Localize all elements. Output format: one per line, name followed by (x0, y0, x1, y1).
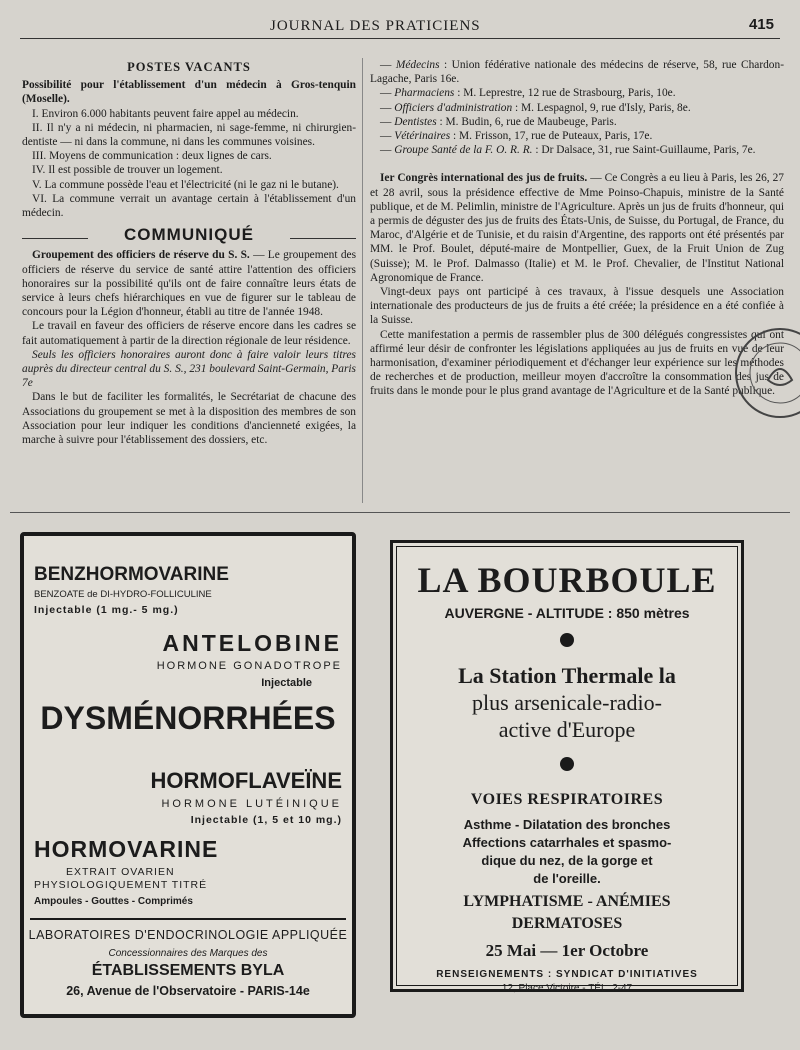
station-line-2: plus arsenicale-radio- (472, 690, 662, 715)
station-line-3: active d'Europe (498, 717, 636, 742)
dermatoses-line: DERMATOSES (511, 915, 623, 932)
hormoflaveine-sub: HORMONE LUTÉINIQUE (161, 798, 342, 810)
lymphatisme-line: LYMPHATISME - ANÉMIES (463, 893, 671, 910)
asthme-line-4: de l'oreille. (533, 871, 601, 886)
bourboule-subtitle: AUVERGNE - ALTITUDE : 850 mètres (444, 605, 690, 621)
hormovarine-sub1: EXTRAIT OVARIEN (66, 866, 175, 878)
congres-subhead: Ier Congrès international des jus de fruits. (380, 172, 588, 185)
right-column (370, 58, 784, 399)
union-label: Groupe Santé de la F. O. R. R. (394, 144, 533, 157)
page-number: 415 (748, 16, 774, 33)
renseignements-line: RENSEIGNEMENTS : SYNDICAT D'INITIATIVES (436, 969, 698, 980)
communique-paragraph (22, 248, 356, 319)
antelobine-inj: Injectable (261, 677, 312, 689)
antelobine-title: ANTELOBINE (162, 630, 342, 656)
etablissements-byla: ÉTABLISSEMENTS BYLA (91, 962, 285, 979)
postes-item: VI. La commune verrait un avantage certain à l'établissement d'un médecin. (22, 192, 356, 220)
communique-p2: Le travail en faveur des officiers de réserve encore dans les cadres se fait automatiquement à partir de la direction régionale de leur résidence. (22, 320, 356, 347)
season-dates: 25 Mai — 1er Octobre (485, 941, 649, 960)
congres-p2: Vingt-deux pays ont participé à ces travaux, à l'issue desquels une Association internationale des producteurs de jus de fruits a été créée; la présidence en a été confiée à la Suisse. (370, 286, 784, 327)
concessionnaires-line: Concessionnaires des Marques des (108, 948, 268, 959)
asthme-line-3: dique du nez, de la gorge et (481, 853, 653, 868)
left-column (22, 58, 356, 447)
hormovarine-forms: Ampoules - Gouttes - Comprimés (34, 896, 193, 907)
voies-respiratoires: VOIES RESPIRATOIRES (470, 791, 664, 808)
communique-subhead: Groupement des officiers de réserve du S. S. (32, 249, 250, 262)
union-item: — Pharmaciens : M. Leprestre, 12 rue de Strasbourg, Paris, 10e. (380, 87, 676, 100)
union-item: — Médecins : Union fédérative nationale des médecins de réserve, 58, rue Chardon-Lagache, Paris 16e. (370, 59, 784, 86)
bourboule-address: 12, Place Victoire - TÉL. 2-47 (501, 983, 633, 994)
hormovarine-sub2: PHYSIOLOGIQUEMENT TITRÉ (34, 879, 208, 891)
benzhormovarine-title: BENZHORMOVARINE (34, 564, 229, 585)
union-item: — Dentistes : M. Budin, 6, rue de Maubeuge, Paris. (380, 115, 617, 128)
la-bourboule-advertisement (390, 540, 744, 992)
communique-title: COMMUNIQUÉ (22, 228, 356, 242)
station-line-1: La Station Thermale la (458, 663, 676, 688)
asthme-line-1: Asthme - Dilatation des bronches (463, 817, 671, 832)
union-text: : M. Lespagnol, 9, rue d'Isly, Paris, 8e. (512, 101, 691, 114)
dysmenorrhees-title: DYSMÉNORRHÉES (40, 700, 336, 736)
union-text: : M. Frisson, 17, rue de Puteaux, Paris, 17e. (450, 130, 653, 143)
union-item: — Officiers d'administration : M. Lespagnol, 9, rue d'Isly, Paris, 8e. (380, 101, 691, 114)
laboratoires-line: LABORATOIRES D'ENDOCRINOLOGIE APPLIQUÉE (28, 928, 348, 942)
union-label: Officiers d'administration (394, 101, 513, 114)
union-text: : Union fédérative nationale des médecins de réserve, 58, rue Chardon-Lagache, Paris 16e. (370, 59, 784, 86)
union-label: Médecins (395, 59, 440, 71)
congres-paragraph (370, 171, 784, 285)
benzhormovarine-sub: BENZOATE de DI-HYDRO-FOLLICULINE (34, 589, 212, 600)
bullet-icon (393, 633, 741, 647)
union-text: : M. Budin, 6, rue de Maubeuge, Paris. (436, 115, 617, 128)
ads-separator (10, 512, 790, 513)
spacer (370, 157, 784, 171)
communique-p4: Dans le but de faciliter les formalités, le Secrétariat de chacune des Associations du groupement se met à la disposition des membres de son Association pour leur indiquer les conditions d'ancienneté exigées, la marche à suivre pour l'établissement des dossiers, etc. (22, 391, 356, 447)
postes-item: I. Environ 6.000 habitants peuvent faire appel au médecin. (32, 107, 299, 120)
hormoflaveine-inj: Injectable (1, 5 et 10 mg.) (190, 814, 342, 826)
union-label: Vétérinaires (394, 130, 451, 143)
union-label: Dentistes (394, 115, 437, 128)
page-header (20, 16, 780, 39)
postes-item: II. Il n'y a ni médecin, ni pharmacien, ni sage-femme, ni chirurgien-dentiste — ni dans la commune, ni dans les communes voisines. (22, 121, 356, 149)
postes-item: V. La commune possède l'eau et l'électricité (ni le gaz ni le butane). (32, 178, 339, 191)
byla-advertisement (20, 532, 356, 1018)
byla-address: 26, Avenue de l'Observatoire - PARIS-14e (66, 984, 310, 998)
antelobine-sub: HORMONE GONADOTROPE (156, 660, 342, 672)
postes-subhead: Possibilité pour l'établissement d'un médecin à Gros-tenquin (Moselle). (22, 79, 356, 106)
union-text: : M. Leprestre, 12 rue de Strasbourg, Paris, 10e. (454, 87, 676, 100)
bourboule-title: LA BOURBOULE (417, 560, 717, 600)
hormoflaveine-title: HORMOFLAVEÏNE (150, 768, 342, 793)
bullet-icon (393, 757, 741, 771)
union-label: Pharmaciens (394, 87, 455, 100)
communique-p1: — Le groupement des officiers de réserve du service de santé attire l'attention des officiers honoraires sur la possibilité qu'ils ont de faire connaître leurs états de service à leurs chefs hiérarchiques en vue de figurer sur le tableau de concours pour la Légion d'honneur, établi au titre de l'année 1948. (22, 249, 356, 319)
congres-p1: — Ce Congrès a eu lieu à Paris, les 26, 27 et 28 avril, sous la présidence effective de Mme Poinso-Chapuis, ministre de la Santé publique, et de M. Pelimlin, ministre de l'Agriculture. Après un jus de fruits d'honneur, qui a permis de déguster des jus de fruits des États-Unis, de Suisse, du Portugal, de France, du Maroc, d'Algérie et de Tunisie, et du raisin d'Argentine, des rapports ont été présentés par MM. le Prof. Boulet, député-maire de Montpellier, Guex, de la Fruit Union de Zug (Suisse); M. le Prof. Dalmasso (Italie) et M. le Prof. Chevalier, de l'Institut National Agronomique de France. (370, 172, 784, 284)
union-text: : Dr Dalsace, 31, rue Saint-Guillaume, Paris, 7e. (532, 144, 756, 157)
union-item: — Groupe Santé de la F. O. R. R. : Dr Dalsace, 31, rue Saint-Guillaume, Paris, 7e. (380, 144, 756, 157)
journal-title: JOURNAL DES PRATICIENS (270, 18, 481, 34)
asthme-line-2: Affections catarrhales et spasmo- (462, 835, 672, 850)
communique-p3: Seuls les officiers honoraires auront donc à faire valoir leurs titres auprès du directeur central du S. S., 231 boulevard Saint-Germain, Paris 7e (22, 348, 356, 390)
column-divider (362, 58, 363, 503)
hormovarine-title: HORMOVARINE (34, 836, 219, 862)
ad-rule (30, 918, 346, 920)
postes-item: III. Moyens de communication : deux lignes de cars. (32, 150, 272, 163)
postes-item: IV. Il est possible de trouver un logement. (32, 164, 223, 177)
benzhormovarine-inj: Injectable (1 mg.- 5 mg.) (34, 604, 179, 616)
postes-title: POSTES VACANTS (127, 60, 251, 74)
union-item: — Vétérinaires : M. Frisson, 17, rue de Puteaux, Paris, 17e. (380, 130, 653, 143)
library-stamp-icon (730, 318, 800, 428)
congres-p3: Cette manifestation a permis de rassembler plus de 300 délégués congressistes qui ont affirmé leur désir de confronter les législations appliquées au jus de fruits en vue de leur harmonisation, d'examiner périodiquement et d'échanger leur expérience sur les méthodes de recherches et de production, meilleur moyen d'accroître la consommation des jus de fruits dans le monde pour le plus grand avantage de l'Agriculture et de la Santé publique. (370, 328, 784, 398)
